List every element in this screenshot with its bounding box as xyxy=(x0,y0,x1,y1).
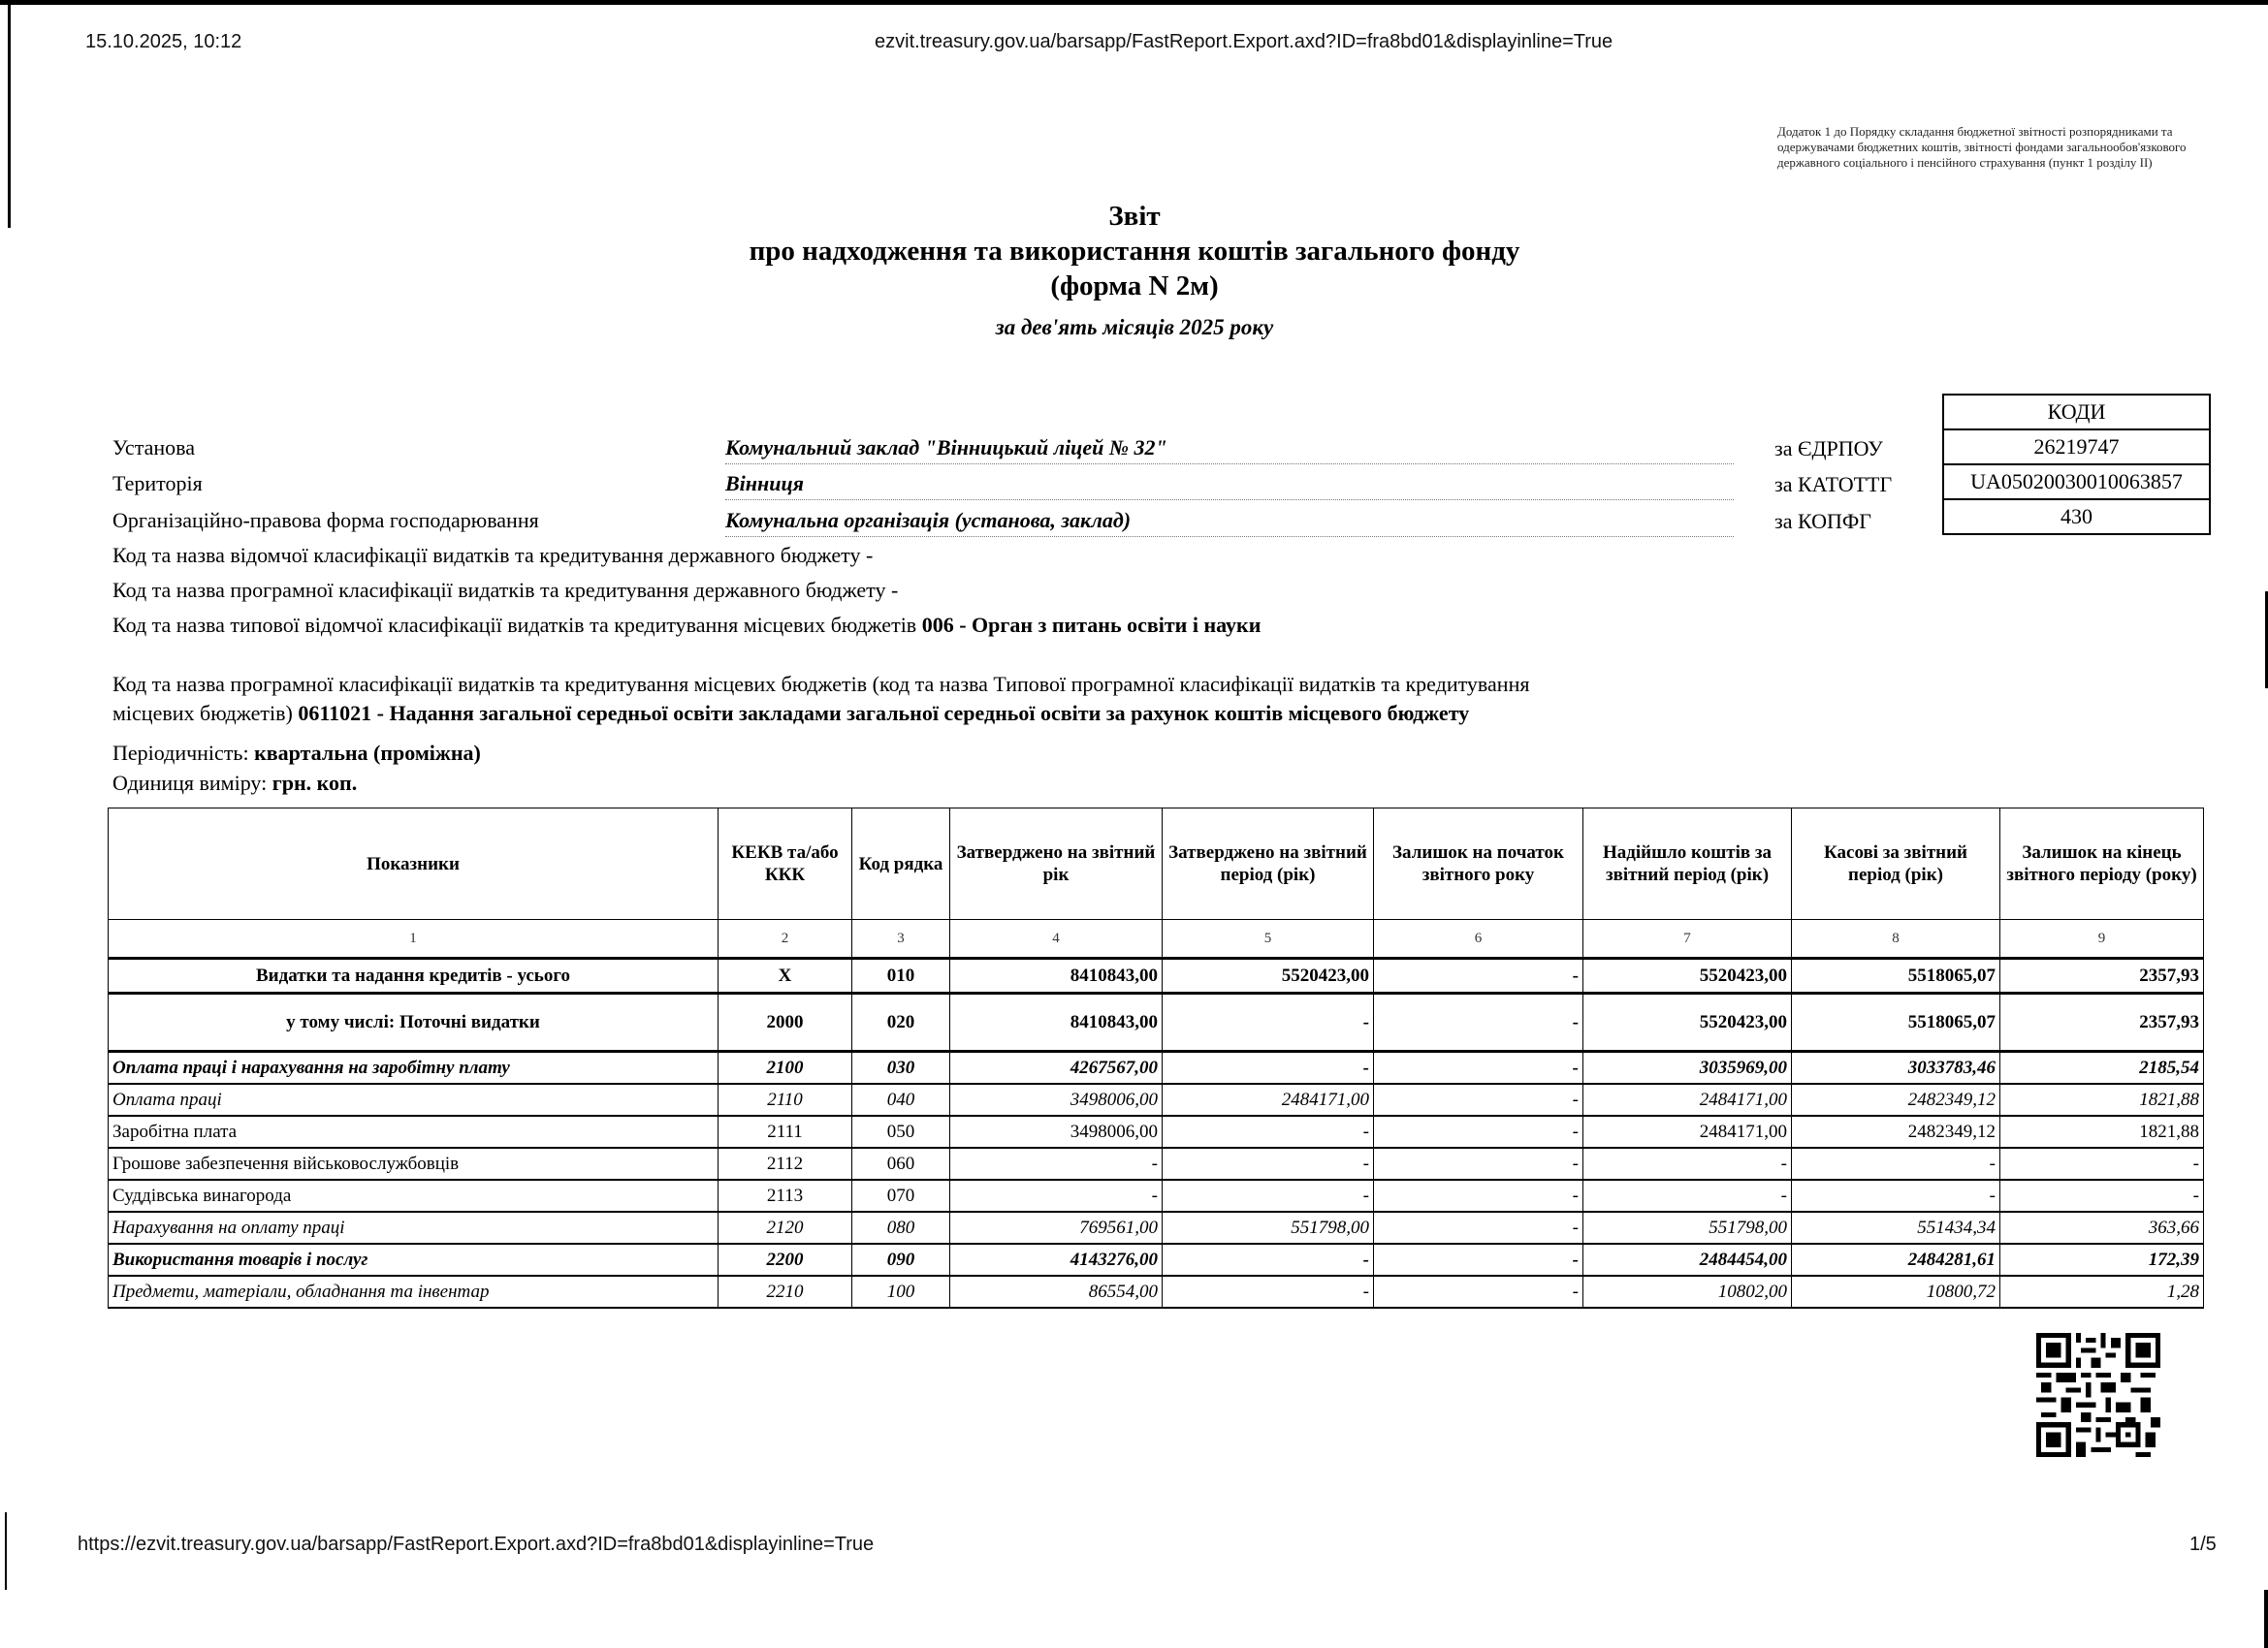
row-code: 050 xyxy=(852,1116,950,1148)
table-row xyxy=(109,1116,2204,1148)
cell-approved-period: - xyxy=(1163,1276,1374,1308)
legal-form-value: Комунальна організація (установа, заклад) xyxy=(725,508,1132,532)
cell-balance-start: - xyxy=(1374,1148,1583,1180)
cell-balance-end: 2357,93 xyxy=(2000,994,2204,1052)
typical-dept-value: 006 - Орган з питань освіти і науки xyxy=(921,613,1262,637)
col-header-received: Надійшло коштів за звітний період (рік) xyxy=(1583,808,1792,920)
report-period: за дев'ять місяців 2025 року xyxy=(995,315,1274,339)
table-row xyxy=(109,959,2204,994)
territory-label: Територія xyxy=(112,471,203,495)
dept-classification-state: Код та назва відомчої класифікації видатків та кредитування державного бюджету - xyxy=(112,543,874,567)
column-number: 7 xyxy=(1583,920,1792,959)
dotted-divider xyxy=(725,499,1734,500)
row-kekv: 2113 xyxy=(719,1180,852,1212)
cell-balance-start: - xyxy=(1374,1116,1583,1148)
cell-balance-end: 2357,93 xyxy=(2000,959,2204,994)
print-datetime: 15.10.2025, 10:12 xyxy=(85,31,242,52)
cell-cash: - xyxy=(1792,1148,2000,1180)
territory-value: Вінниця xyxy=(725,471,805,495)
report-title-block xyxy=(582,199,1687,340)
code-label-edrpou: за ЄДРПОУ xyxy=(1774,436,1883,460)
row-code: 070 xyxy=(852,1180,950,1212)
cell-received: - xyxy=(1583,1180,1792,1212)
table-row xyxy=(109,1180,2204,1212)
appendix-note: Додаток 1 до Порядку складання бюджетної звітності розпорядниками та одержувачами бюджетних коштів, звітності фондами загальнообов'язкового державного соціального і пенсійного страхування (пункт 1 розділу II) xyxy=(1777,124,2187,170)
code-edrpou: 26219747 xyxy=(1943,429,2210,464)
row-code: 060 xyxy=(852,1148,950,1180)
institution-value: Комунальний заклад "Вінницький ліцей № 32" xyxy=(725,435,1167,460)
cell-balance-end: - xyxy=(2000,1180,2204,1212)
cell-received: 551798,00 xyxy=(1583,1212,1792,1244)
dotted-divider xyxy=(725,463,1734,464)
col-header-indicators: Показники xyxy=(109,808,719,920)
col-header-balance-end: Залишок на кінець звітного періоду (року) xyxy=(2000,808,2204,920)
table-row xyxy=(109,1084,2204,1116)
row-name: Заробітна плата xyxy=(109,1116,719,1148)
typical-dept-label: Код та назва типової відомчої класифікації видатків та кредитування місцевих бюджетів xyxy=(112,613,917,637)
periodicity-value: квартальна (проміжна) xyxy=(254,741,481,765)
scan-edge xyxy=(2264,1590,2268,1648)
page-top-border xyxy=(0,0,2268,5)
program-classification-state: Код та назва програмної класифікації видатків та кредитування державного бюджету - xyxy=(112,578,899,602)
codes-header: КОДИ xyxy=(1943,395,2210,429)
cell-cash: 3033783,46 xyxy=(1792,1052,2000,1085)
cell-approved-year: 86554,00 xyxy=(950,1276,1163,1308)
table-row xyxy=(109,1276,2204,1308)
dotted-divider xyxy=(725,536,1734,537)
scan-edge xyxy=(5,1512,7,1590)
cell-approved-year: 8410843,00 xyxy=(950,959,1163,994)
cell-cash: 5518065,07 xyxy=(1792,959,2000,994)
print-footer-url: https://ezvit.treasury.gov.ua/barsapp/FastReport.Export.axd?ID=fra8bd01&displayinline=True xyxy=(78,1534,875,1555)
col-header-cash: Касові за звітний період (рік) xyxy=(1792,808,2000,920)
report-subtitle: про надходження та використання коштів загального фонду xyxy=(749,236,1520,267)
cell-approved-year: 8410843,00 xyxy=(950,994,1163,1052)
table-row xyxy=(109,994,2204,1052)
institution-label: Установа xyxy=(112,435,195,460)
cell-balance-start: - xyxy=(1374,1180,1583,1212)
row-code: 090 xyxy=(852,1244,950,1276)
row-name: Предмети, матеріали, обладнання та інвентар xyxy=(109,1276,719,1308)
row-name: Грошове забезпечення військовослужбовців xyxy=(109,1148,719,1180)
program-local-value: 0611021 - Надання загальної середньої освіти закладами загальної середньої освіти за рахунок коштів місцевого бюджету xyxy=(298,701,1470,725)
cell-received: 5520423,00 xyxy=(1583,959,1792,994)
cell-received: 2484171,00 xyxy=(1583,1084,1792,1116)
cell-balance-end: 1821,88 xyxy=(2000,1084,2204,1116)
cell-cash: - xyxy=(1792,1180,2000,1212)
column-number: 6 xyxy=(1374,920,1583,959)
column-number-row xyxy=(109,920,2204,959)
row-kekv: 2111 xyxy=(719,1116,852,1148)
row-code: 040 xyxy=(852,1084,950,1116)
cell-balance-end: 363,66 xyxy=(2000,1212,2204,1244)
cell-received: - xyxy=(1583,1148,1792,1180)
code-kopfg: 430 xyxy=(1943,499,2210,534)
column-number: 8 xyxy=(1792,920,2000,959)
col-header-balance-start: Залишок на початок звітного року xyxy=(1374,808,1583,920)
program-classification-local-a: Код та назва програмної класифікації видатків та кредитування місцевих бюджетів (код та назва Типової програмної класифікації видатків та кредитування xyxy=(112,672,1530,696)
report-title: Звіт xyxy=(1108,201,1161,232)
row-kekv: X xyxy=(719,959,852,994)
cell-approved-year: 3498006,00 xyxy=(950,1116,1163,1148)
cell-balance-start: - xyxy=(1374,1276,1583,1308)
table-row xyxy=(109,1244,2204,1276)
report-form-number: (форма N 2м) xyxy=(1050,270,1219,301)
codes-table xyxy=(1942,394,2211,535)
cell-balance-start: - xyxy=(1374,959,1583,994)
row-name: Оплата праці xyxy=(109,1084,719,1116)
row-kekv: 2200 xyxy=(719,1244,852,1276)
row-name: Нарахування на оплату праці xyxy=(109,1212,719,1244)
cell-approved-period: 2484171,00 xyxy=(1163,1084,1374,1116)
cell-balance-end: 172,39 xyxy=(2000,1244,2204,1276)
page-indicator: 1/5 xyxy=(2189,1534,2217,1555)
cell-approved-period: - xyxy=(1163,1116,1374,1148)
row-code: 100 xyxy=(852,1276,950,1308)
qr-code-icon xyxy=(2036,1333,2160,1457)
cell-balance-end: 2185,54 xyxy=(2000,1052,2204,1085)
cell-balance-start: - xyxy=(1374,1244,1583,1276)
cell-approved-year: - xyxy=(950,1180,1163,1212)
cell-cash: 5518065,07 xyxy=(1792,994,2000,1052)
cell-approved-year: 4267567,00 xyxy=(950,1052,1163,1085)
cell-balance-end: - xyxy=(2000,1148,2204,1180)
row-name: Оплата праці і нарахування на заробітну плату xyxy=(109,1052,719,1085)
cell-received: 10802,00 xyxy=(1583,1276,1792,1308)
row-kekv: 2000 xyxy=(719,994,852,1052)
table-header-row xyxy=(109,808,2204,920)
code-label-katottg: за КАТОТТГ xyxy=(1774,472,1893,496)
cell-cash: 10800,72 xyxy=(1792,1276,2000,1308)
row-kekv: 2112 xyxy=(719,1148,852,1180)
col-header-row-code: Код рядка xyxy=(852,808,950,920)
cell-approved-period: 5520423,00 xyxy=(1163,959,1374,994)
cell-approved-period: - xyxy=(1163,994,1374,1052)
code-label-kopfg: за КОПФГ xyxy=(1774,509,1871,533)
table-row xyxy=(109,1212,2204,1244)
col-header-kekv: КЕКВ та/або ККК xyxy=(719,808,852,920)
unit-label: Одиниця виміру: xyxy=(112,771,268,795)
row-kekv: 2210 xyxy=(719,1276,852,1308)
cell-cash: 2482349,12 xyxy=(1792,1084,2000,1116)
report-table xyxy=(108,808,2204,1309)
column-number: 5 xyxy=(1163,920,1374,959)
row-code: 030 xyxy=(852,1052,950,1085)
cell-approved-period: 551798,00 xyxy=(1163,1212,1374,1244)
cell-approved-period: - xyxy=(1163,1180,1374,1212)
cell-approved-period: - xyxy=(1163,1052,1374,1085)
legal-form-label: Організаційно-правова форма господарювання xyxy=(112,508,539,532)
row-code: 020 xyxy=(852,994,950,1052)
periodicity-label: Періодичність: xyxy=(112,741,249,765)
cell-approved-year: 4143276,00 xyxy=(950,1244,1163,1276)
cell-balance-start: - xyxy=(1374,1212,1583,1244)
cell-cash: 2484281,61 xyxy=(1792,1244,2000,1276)
table-row xyxy=(109,1052,2204,1085)
cell-cash: 2482349,12 xyxy=(1792,1116,2000,1148)
cell-approved-year: 769561,00 xyxy=(950,1212,1163,1244)
cell-approved-period: - xyxy=(1163,1244,1374,1276)
row-name: Видатки та надання кредитів - усього xyxy=(109,959,719,994)
column-number: 1 xyxy=(109,920,719,959)
row-kekv: 2120 xyxy=(719,1212,852,1244)
cell-received: 5520423,00 xyxy=(1583,994,1792,1052)
row-kekv: 2100 xyxy=(719,1052,852,1085)
program-classification-local-b xyxy=(112,699,1469,728)
cell-approved-year: - xyxy=(950,1148,1163,1180)
row-name: Суддівська винагорода xyxy=(109,1180,719,1212)
cell-balance-start: - xyxy=(1374,1052,1583,1085)
cell-received: 3035969,00 xyxy=(1583,1052,1792,1085)
cell-balance-end: 1,28 xyxy=(2000,1276,2204,1308)
program-local-label: місцевих бюджетів) xyxy=(112,701,293,725)
column-number: 3 xyxy=(852,920,950,959)
column-number: 2 xyxy=(719,920,852,959)
cell-approved-period: - xyxy=(1163,1148,1374,1180)
col-header-approved-year: Затверджено на звітний рік xyxy=(950,808,1163,920)
table-row xyxy=(109,1148,2204,1180)
column-number: 4 xyxy=(950,920,1163,959)
scan-edge xyxy=(8,5,11,228)
cell-cash: 551434,34 xyxy=(1792,1212,2000,1244)
unit-value: грн. коп. xyxy=(272,771,358,795)
cell-balance-start: - xyxy=(1374,1084,1583,1116)
cell-approved-year: 3498006,00 xyxy=(950,1084,1163,1116)
column-number: 9 xyxy=(2000,920,2204,959)
row-code: 010 xyxy=(852,959,950,994)
row-kekv: 2110 xyxy=(719,1084,852,1116)
row-name: Використання товарів і послуг xyxy=(109,1244,719,1276)
row-name: у тому числі: Поточні видатки xyxy=(109,994,719,1052)
unit-line xyxy=(112,769,357,798)
col-header-approved-period: Затверджено на звітний період (рік) xyxy=(1163,808,1374,920)
cell-received: 2484171,00 xyxy=(1583,1116,1792,1148)
cell-received: 2484454,00 xyxy=(1583,1244,1792,1276)
code-katottg: UA05020030010063857 xyxy=(1943,464,2210,499)
typical-dept-classification xyxy=(112,611,1261,640)
cell-balance-start: - xyxy=(1374,994,1583,1052)
periodicity-line xyxy=(112,739,481,768)
print-header-url: ezvit.treasury.gov.ua/barsapp/FastReport.Export.axd?ID=fra8bd01&displayinline=True xyxy=(875,31,1613,52)
row-code: 080 xyxy=(852,1212,950,1244)
cell-balance-end: 1821,88 xyxy=(2000,1116,2204,1148)
